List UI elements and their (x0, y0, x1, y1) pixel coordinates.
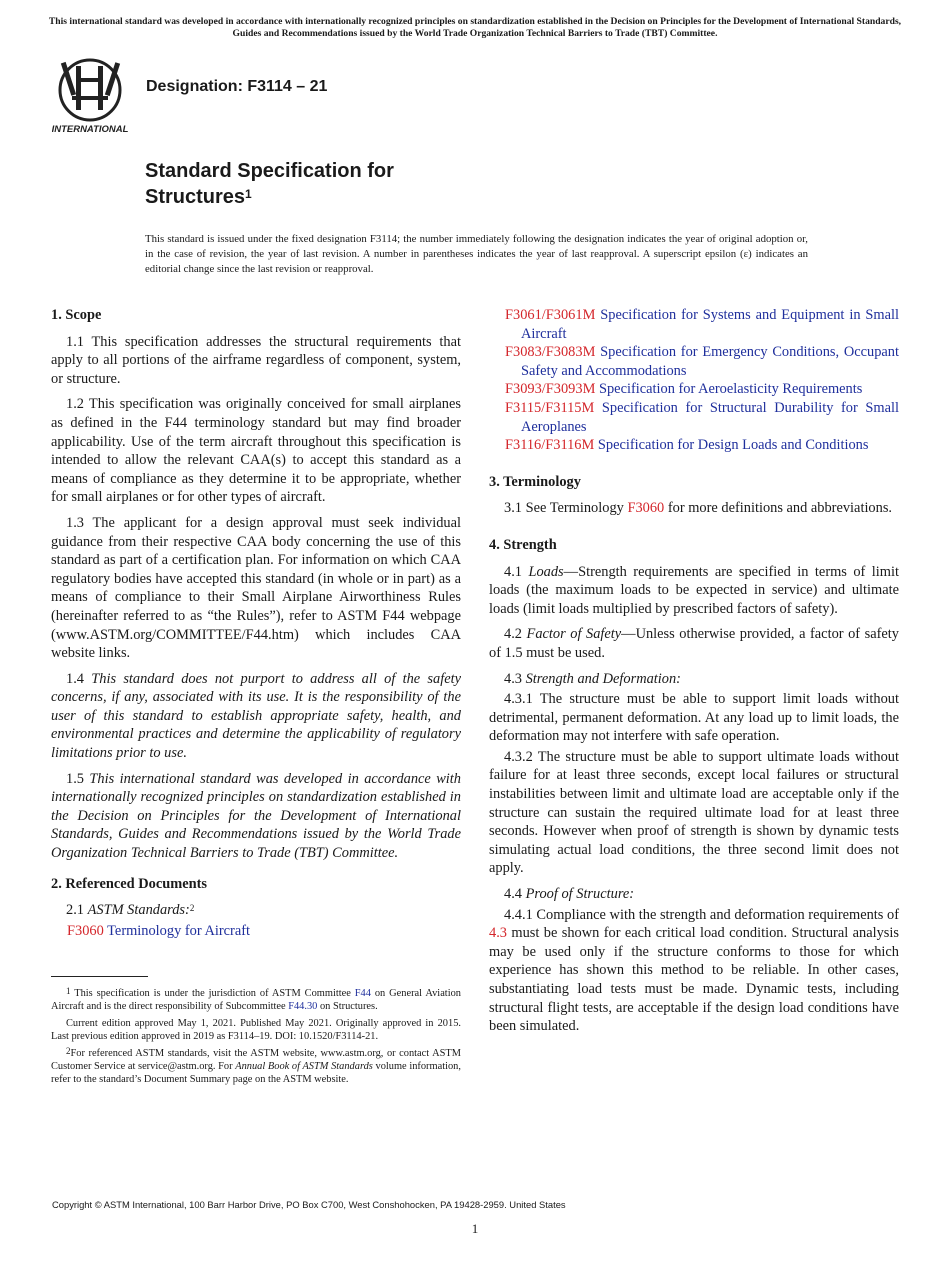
para-1-5-text: This international standard was developed in accordance with internationally recognized principles on standardization established in the Decision on Principles for the Development of International Standards, Guides and Recommendations issued by the World Trade Organization Technical Barriers to Trade (TBT) Committee. (51, 770, 461, 862)
para-1-4-num: 1.4 (66, 670, 84, 687)
reference-list (489, 306, 899, 455)
section-heading-referenced: 2. Referenced Documents (51, 875, 207, 892)
para-3-1-text: 3.1 See Terminology (504, 500, 628, 517)
para-4-3-term: Strength and Deformation: (525, 670, 681, 687)
para-1-4-text: This standard does not purport to address all of the safety concerns, if any, associated with its use. It is the responsibility of the user of this standard to establish appropriate safety, health, and environmental practices and determine the applicability of regulatory limitations prior to use. (51, 670, 461, 762)
para-4-3-num: 4.3 (504, 670, 522, 687)
para-1-5 (51, 770, 461, 863)
ref-title-link[interactable]: Specification for Design Loads and Conditions (597, 437, 869, 454)
para-3-1-text-end: for more definitions and abbreviations. (664, 500, 893, 517)
para-2-1-num: 2.1 (66, 902, 84, 919)
section-heading-strength: 4. Strength (489, 536, 557, 553)
para-2-1 (51, 901, 461, 920)
para-1-5-num: 1.5 (66, 770, 84, 787)
para-4-4 (489, 885, 899, 904)
para-4-2-term: Factor of Safety (526, 626, 622, 643)
para-4-2 (489, 625, 899, 662)
para-1-2: 1.2 This specification was originally conceived for small airplanes as defined in the F44 terminology standard but may find broader applicability. Use of the term aircraft throughout this specification is intended to allow the relevant CAA(s) to accept this standard as a means of compliance as they determine it to be appropriate, whether for small airplanes or for other types of aircraft. (51, 396, 461, 506)
footnote-2-text-end: volume information, refer to the standard’s Document Summary page on the ASTM website. (51, 1061, 461, 1085)
page-title (145, 158, 394, 210)
footnote-2 (51, 1047, 461, 1086)
ref-item-f3093 (505, 380, 899, 399)
footnote-2-marker: 2 (66, 1046, 71, 1056)
section-heading-terminology: 3. Terminology (489, 473, 581, 490)
para-4-1-term: Loads (528, 563, 564, 580)
para-1-1: 1.1 This specification addresses the structural requirements that apply to all portions of the airframe regardless of component, system, or structure. (51, 333, 461, 387)
ref-code-link[interactable]: F3083/F3083M (505, 344, 596, 361)
ref-title-link[interactable]: Specification for Aeroelasticity Requirements (598, 381, 863, 398)
para-4-2-num: 4.2 (504, 626, 522, 643)
footnote-1-marker: 1 (66, 986, 71, 996)
page-number: 1 (471, 1221, 479, 1236)
footnote-1-text-mid: on General Aviation Aircraft and is the direct responsibility of Subcommittee (51, 988, 461, 1012)
para-4-4-1-text: 4.4.1 Compliance with the strength and deformation requirements of (504, 906, 899, 923)
para-1-3: 1.3 The applicant for a design approval must seek individual guidance from their respective CAA body concerning the use of this standard as part of a certification plan. For information on which CAA regulatory bodies have accepted this standard (in whole or in part) as a means of compliance to their Small Airplane Airworthiness Rules (hereinafter referred to as “the Rules”), refer to ASTM F44 webpage (www.ASTM.org/COMMITTEE/F44.htm) which includes CAA website links. (51, 514, 461, 662)
copyright: Copyright © ASTM International, 100 Barr Harbor Drive, PO Box C700, West Conshohocken, PA 19428-2959. United States (52, 1199, 566, 1210)
section-4-3-link[interactable]: 4.3 (489, 925, 507, 942)
footnotes (51, 976, 461, 1090)
para-4-4-term: Proof of Structure: (525, 886, 635, 903)
section-heading-scope: 1. Scope (51, 307, 102, 323)
ref-item-f3115 (505, 399, 899, 436)
ref-item-f3060 (51, 922, 461, 941)
ref-title-link[interactable]: Specification for Structural Durability for Small Aeroplanes (521, 399, 899, 435)
ref-code-link[interactable]: F3060 (67, 922, 104, 939)
para-1-4 (51, 670, 461, 763)
para-2-1-text: ASTM Standards: (87, 902, 190, 919)
para-4-3-1: 4.3.1 The structure must be able to support limit loads without detrimental, permanent deformation. At any load up to limit loads, the deformation may not interfere with safe operation. (489, 691, 899, 745)
ref-code-link[interactable]: F3116/F3116M (505, 437, 595, 454)
ref-code-link[interactable]: F3093/F3093M (505, 381, 596, 398)
para-4-2-text: —Unless otherwise provided, a factor of safety of 1.5 must be used. (489, 626, 899, 661)
astm-logo-icon (52, 56, 136, 134)
ref-item-f3061 (505, 306, 899, 343)
astm-logo (52, 56, 136, 134)
ref-title-link[interactable]: Specification for Systems and Equipment in Small Aircraft (521, 307, 899, 342)
para-4-1-text: —Strength requirements are specified in terms of limit loads (the maximum loads to be expected in service) and ultimate loads (limit loads multiplied by prescribed factors of safety). (489, 563, 899, 617)
footnote-1-text: This specification is under the jurisdiction of ASTM Committee (74, 988, 355, 999)
title-line-1: Standard Specification for (145, 160, 394, 182)
ref-title-link[interactable]: Terminology for Aircraft (107, 922, 250, 939)
footnote-2-italic: Annual Book of ASTM Standards (235, 1061, 373, 1072)
footnote-1-text-end: on Structures. (317, 1001, 378, 1012)
terminology-link[interactable]: F3060 (627, 500, 665, 517)
para-4-1-num: 4.1 (504, 563, 522, 580)
footnote-divider (51, 976, 148, 977)
right-column (489, 306, 899, 1043)
para-4-4-num: 4.4 (504, 886, 522, 903)
para-4-3 (489, 670, 899, 689)
para-3-1 (489, 499, 899, 518)
left-column (51, 306, 461, 940)
designation: Designation: F3114 – 21 (146, 78, 328, 95)
para-4-1 (489, 563, 899, 619)
top-notice: This international standard was developed in accordance with internationally recognized principles on standardization established in the Decision on Principles for the Development of International Standards, Guides and Recommendations issued by the World Trade Organization Technical Barriers to Trade (TBT) Committee. (48, 16, 902, 39)
ref-item-f3083 (505, 343, 899, 380)
para-4-4-1-text-end: must be shown for each critical load condition. Structural analysis may be used only if the structure conforms to those for which experience has shown this method to be reliable. In other cases, substantiating load tests must be made. Dynamic tests, including structural flight tests, are acceptable if the design load conditions have been simulated. (489, 925, 899, 1035)
para-2-1-footnote-ref[interactable]: 2 (189, 903, 195, 914)
para-4-4-1 (489, 906, 899, 1036)
footnote-2-text: For referenced ASTM standards, visit the ASTM website, www.astm.org, or contact ASTM Customer Service at service@astm.org. For (51, 1048, 461, 1072)
committee-f44-link[interactable]: F44 (354, 988, 371, 999)
ref-code-link[interactable]: F3115/F3115M (505, 399, 595, 416)
logo-org-text: INTERNATIONAL (52, 124, 129, 134)
para-4-3-2: 4.3.2 The structure must be able to support ultimate loads without failure for at least three seconds, except local failures or structural instabilities between limit and ultimate load are acceptable only if the structure can sustain the required ultimate load for at least three seconds. However when proof of strength is shown by dynamic tests simulating actual load conditions, the three second limit does not apply. (489, 748, 899, 877)
ref-code-link[interactable]: F3061/F3061M (505, 307, 596, 323)
subcommittee-link[interactable]: F44.30 (288, 1001, 318, 1012)
abstract: This standard is issued under the fixed designation F3114; the number immediately following the designation indicates the year of original adoption or, in the case of revision, the year of last revision. A number in parentheses indicates the year of last reapproval. A superscript epsilon (ε) indicates an editorial change since the last revision or reapproval. (145, 233, 808, 275)
ref-item-f3116 (505, 436, 899, 455)
edition-note: Current edition approved May 1, 2021. Published May 2021. Originally approved in 2015. Last previous edition approved in 2019 as F3114–19. DOI: 10.1520/F3114-21. (51, 1018, 461, 1042)
title-footnote-ref[interactable]: 1 (245, 187, 252, 201)
title-line-2: Structures (145, 186, 246, 208)
ref-title-link[interactable]: Specification for Emergency Conditions, Occupant Safety and Accommodations (521, 344, 899, 379)
footnote-1 (51, 987, 461, 1013)
